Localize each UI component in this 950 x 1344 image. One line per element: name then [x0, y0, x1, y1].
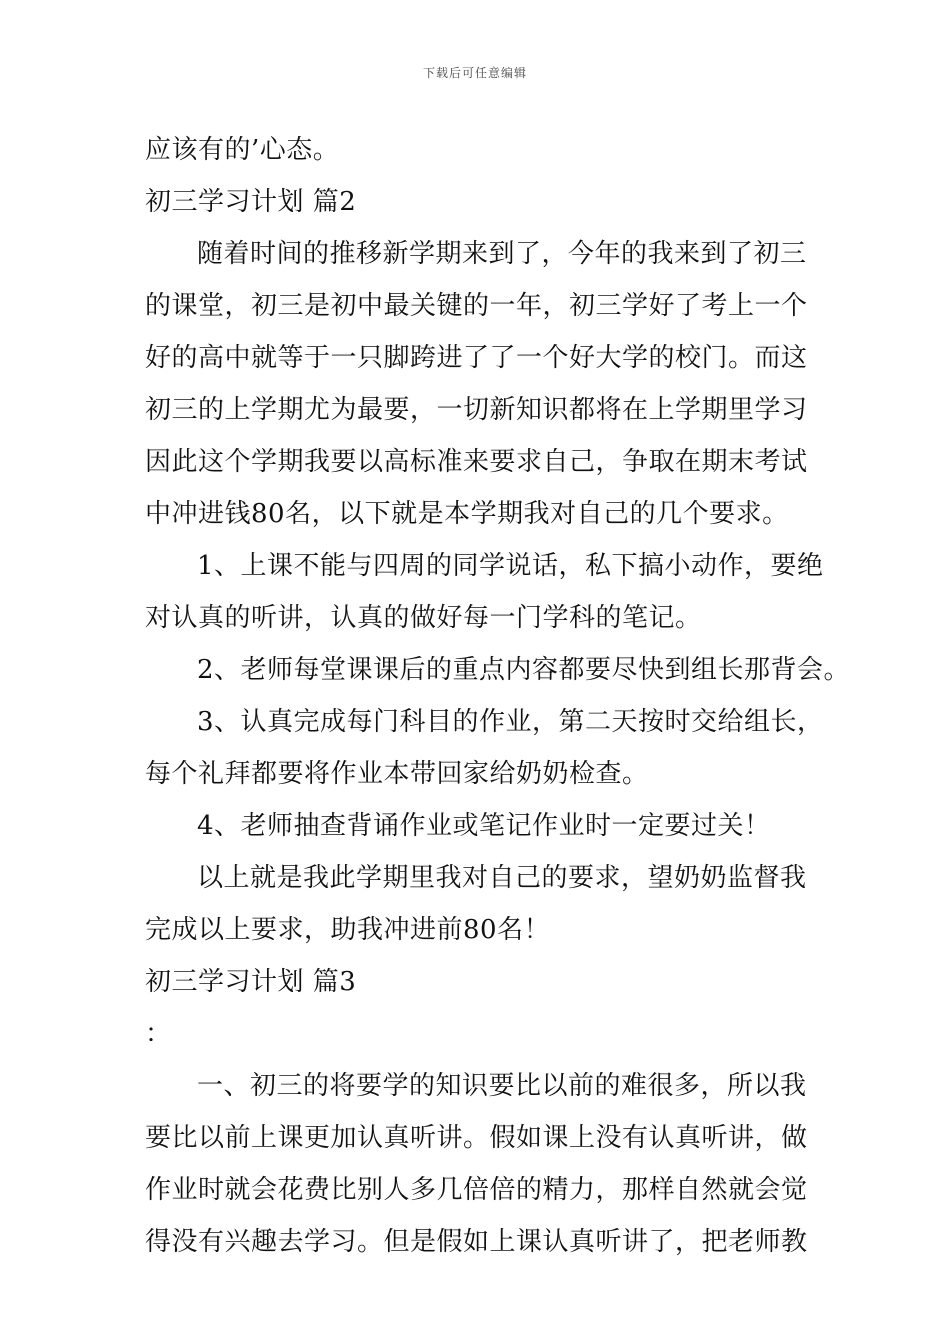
text-line: 初三的上学期尤为最要，一切新知识都将在上学期里学习	[145, 395, 808, 425]
text-line: 随着时间的推移新学期来到了，今年的我来到了初三	[197, 239, 807, 269]
text-line: 完成以上要求，助我冲进前80名！	[145, 915, 551, 945]
text-line: 应该有的’心态。	[145, 135, 340, 165]
text-line: 中冲进钱80名，以下就是本学期我对自己的几个要求。	[145, 499, 789, 529]
text-line: 好的高中就等于一只脚跨进了了一个好大学的校门。而这	[145, 343, 808, 373]
text-line: 得没有兴趣去学习。但是假如上课认真听讲了，把老师教	[145, 1227, 808, 1257]
text-line: 要比以前上课更加认真听讲。假如课上没有认真听讲，做	[145, 1123, 808, 1153]
list-item-line: 1、上课不能与四周的同学说话，私下搞小动作，要绝	[197, 551, 824, 581]
list-item-line: 4、老师抽查背诵作业或笔记作业时一定要过关！	[197, 811, 771, 841]
text-line: 一、初三的将要学的知识要比以前的难很多，所以我	[197, 1071, 807, 1101]
section-heading: 初三学习计划 篇2	[145, 187, 357, 217]
text-line: 因此这个学期我要以高标准来要求自己，争取在期末考试	[145, 447, 808, 477]
text-line: 对认真的听讲，认真的做好每一门学科的笔记。	[145, 603, 702, 633]
document-body	[145, 124, 851, 1268]
list-item-line: 2、老师每堂课课后的重点内容都要尽快到组长那背会。	[197, 655, 851, 685]
text-line: 作业时就会花费比别人多几倍倍的精力，那样自然就会觉	[145, 1175, 808, 1205]
list-item-line: 3、认真完成每门科目的作业，第二天按时交给组长，	[197, 707, 824, 737]
section-heading: 初三学习计划 篇3	[145, 967, 357, 997]
text-line: 的课堂，初三是初中最关键的一年，初三学好了考上一个	[145, 291, 808, 321]
text-line: 每个礼拜都要将作业本带回家给奶奶检查。	[145, 759, 649, 789]
text-line: 以上就是我此学期里我对自己的要求，望奶奶监督我	[197, 863, 807, 893]
page-header-note: 下载后可任意编辑	[422, 66, 527, 80]
text-line: ：	[145, 1019, 172, 1049]
